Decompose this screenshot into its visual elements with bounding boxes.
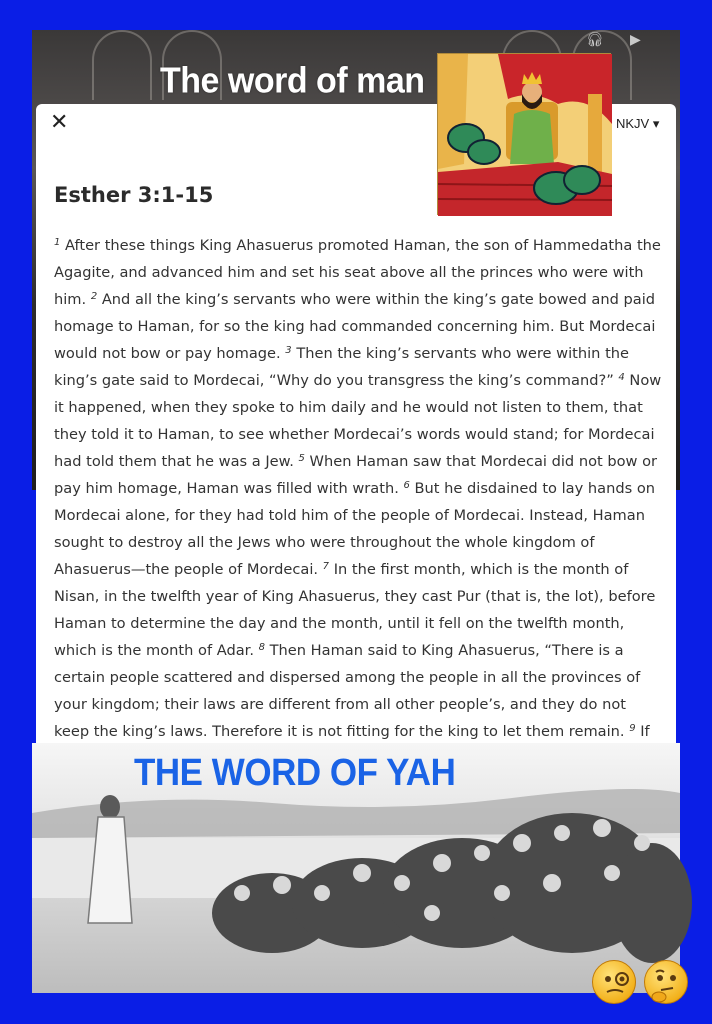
verse: $^3$ Then the king’s servants who were within the king’s gate said to Mordecai, “Why do you transgress the king’s command?” bbox=[54, 345, 630, 389]
verse-number: 3 bbox=[285, 345, 292, 356]
verse: $^5$ When Haman saw that Mordecai did not bow or pay him homage, Haman was filled with wrath. bbox=[54, 453, 658, 497]
verse-number: 5 bbox=[298, 453, 305, 464]
verse: $^4$ Now it happened, when they spoke to him daily and he would not listen to them, that they told it to Haman, to see whether Mordecai’s words would stand; for Mordecai had told them that he was a Jew. bbox=[54, 372, 662, 470]
video-icon[interactable]: ▶︎ bbox=[630, 32, 641, 48]
passage-text bbox=[54, 232, 664, 740]
face-with-monocle-icon bbox=[592, 960, 636, 1004]
media-controls bbox=[584, 32, 680, 52]
king-on-throne-illustration bbox=[437, 53, 611, 215]
verse-number: 7 bbox=[322, 561, 330, 572]
verse-number: 2 bbox=[90, 291, 98, 302]
word-of-man-title: The word of man bbox=[160, 61, 425, 101]
arch-decoration bbox=[92, 30, 152, 100]
verse-number: 6 bbox=[403, 480, 410, 491]
verse: $^2$ And all the king’s servants who were within the king’s gate bowed and paid homage to Haman, for so the king had commanded concerning him. But Mordecai would not bow or pay homage. bbox=[54, 291, 656, 362]
verse: $^8$ Then Haman said to King Ahasuerus, “There is a certain people scattered and dispersed among the people in all the provinces of your kingdom; their laws are different from all other people’s, and they do not keep the king’s laws. Therefore it is not fitting for the king to let them remain. bbox=[54, 642, 641, 740]
close-icon[interactable]: ✕ bbox=[50, 110, 69, 135]
thinking-face-icon bbox=[644, 960, 688, 1004]
verse: $^6$ But he disdained to lay hands on Mordecai alone, for they had told him of the people of Mordecai. Instead, Haman sought to destroy all the Jews who were throughout the whole kingdom of Ahasuerus—the people of Mordecai. bbox=[54, 480, 656, 578]
verse-number: 8 bbox=[258, 642, 265, 653]
verse-number: 4 bbox=[618, 372, 625, 383]
passage-reference: Esther 3:1-15 bbox=[54, 183, 214, 207]
word-of-yah-title: THE WORD OF YAH bbox=[134, 752, 456, 794]
version-selector[interactable]: NKJV ▾ bbox=[616, 116, 660, 131]
verse: $^1$ After these things King Ahasuerus promoted Haman, the son of Hammedatha the Agagite, and advanced him and set his seat above all the princes who were with him. bbox=[54, 237, 661, 308]
verse-number: 1 bbox=[54, 237, 61, 248]
headphones-icon[interactable]: 🎧︎ bbox=[586, 32, 604, 48]
verse-number: 9 bbox=[629, 723, 636, 734]
king-illustration-svg bbox=[438, 54, 612, 216]
verse: $^7$ In the first month, which is the month of Nisan, in the twelfth year of King Ahasuerus, they cast Pur (that is, the lot), before Haman to determine the day and the month, until it fell on the twelfth month, which is the month of Adar. bbox=[54, 561, 656, 659]
verse: $^9$ If bbox=[629, 723, 650, 740]
